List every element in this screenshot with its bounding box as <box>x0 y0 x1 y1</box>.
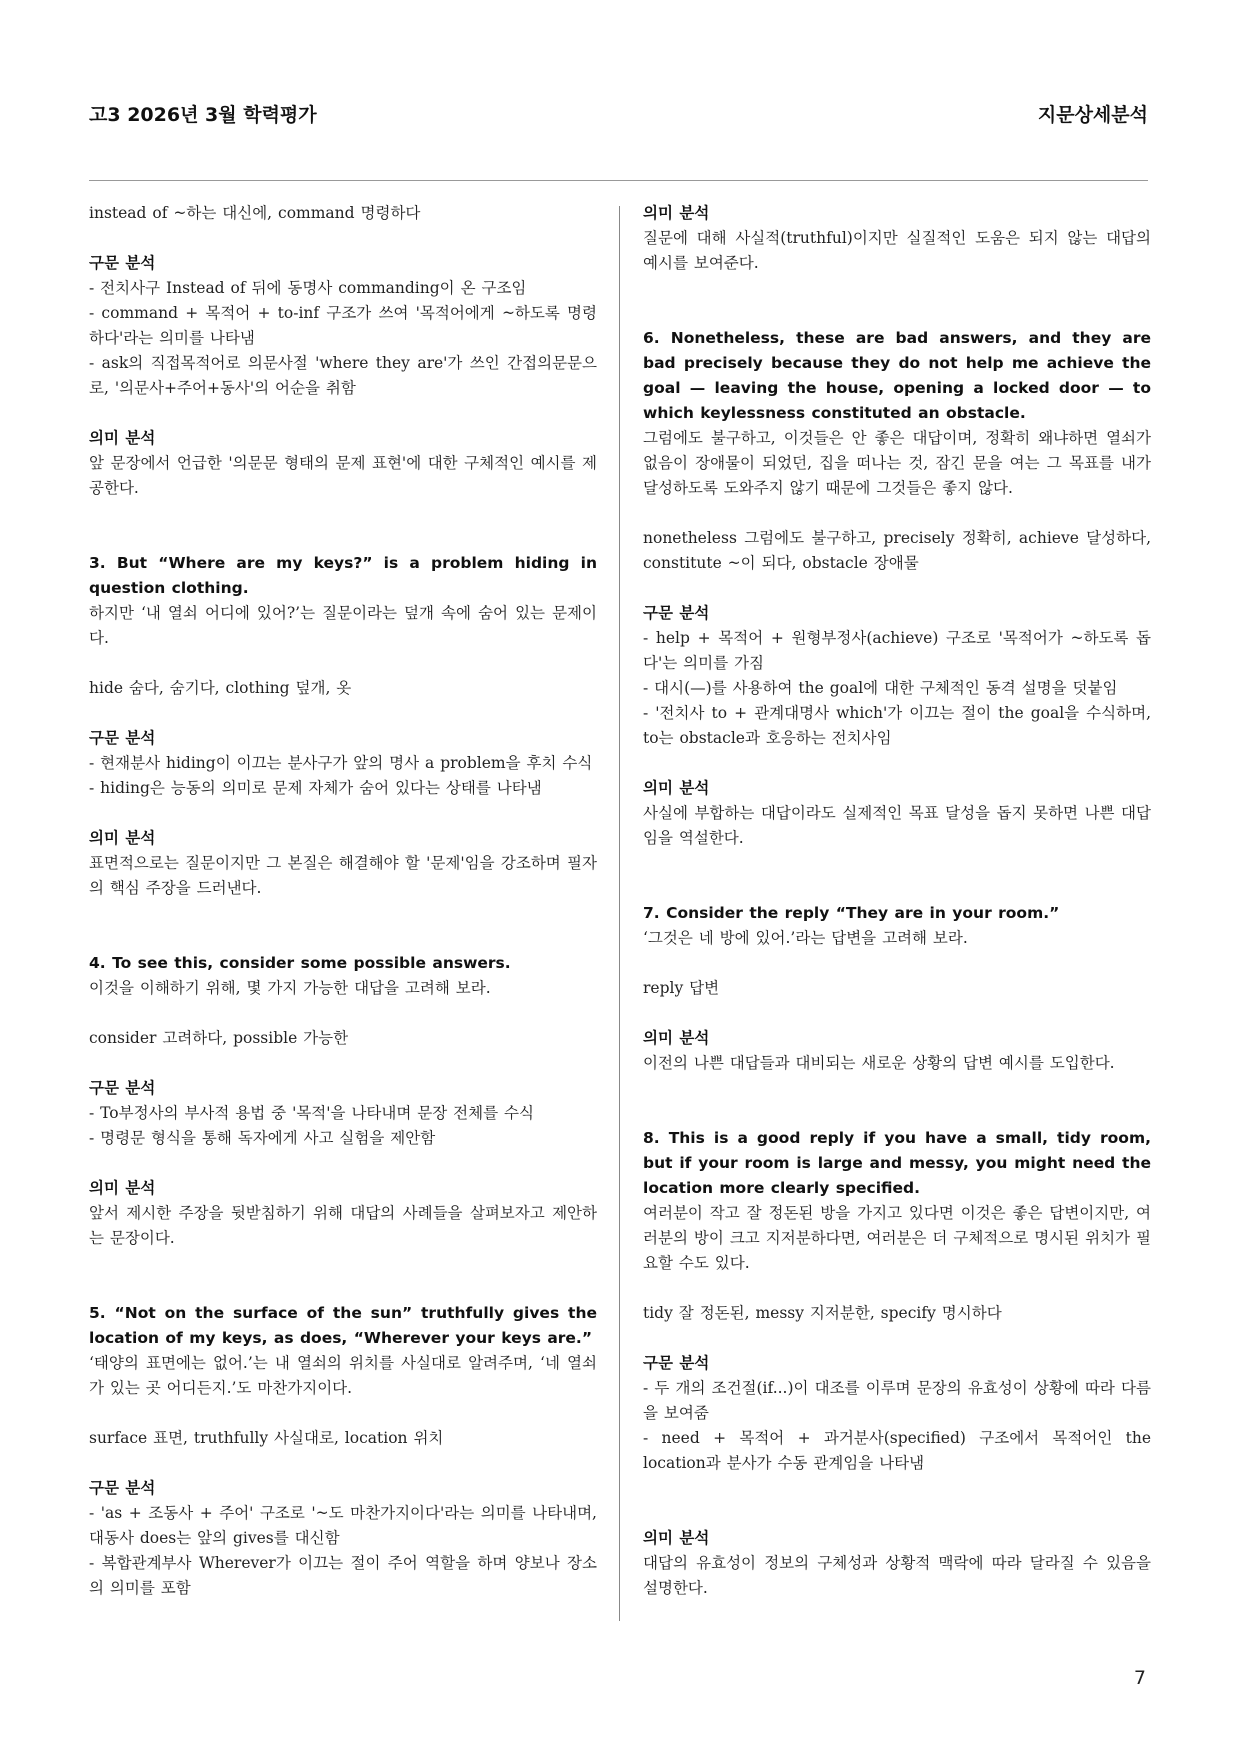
english-sentence: 6. Nonetheless, these are bad answers, and they are bad precisely because they do not help me achieve the goal — leaving the house, opening a locked door — to which keylessness constituted an obstacle. <box>643 329 1151 422</box>
syntax-heading: 구문 분석 <box>89 1079 156 1097</box>
syntax-item: - 현재분사 hiding이 이끄는 분사구가 앞의 명사 a problem을 후치 수식 <box>89 754 593 772</box>
vocabulary-block <box>643 1301 1151 1326</box>
sentence-block <box>643 326 1151 501</box>
meaning-heading: 의미 분석 <box>89 1179 156 1197</box>
syntax-analysis <box>89 1076 597 1151</box>
meaning-analysis <box>643 1026 1151 1076</box>
korean-translation: 여러분이 작고 잘 정돈된 방을 가지고 있다면 이것은 좋은 답변이지만, 여러분의 방이 크고 지저분하다면, 여러분은 더 구체적으로 명시된 위치가 필요할 수도 있다. <box>643 1204 1151 1272</box>
syntax-analysis <box>89 1476 597 1601</box>
right-column <box>643 201 1151 1601</box>
syntax-item: - 전치사구 Instead of 뒤에 동명사 commanding이 온 구조임 <box>89 279 527 297</box>
meaning-analysis <box>643 776 1151 851</box>
syntax-item: - To부정사의 부사적 용법 중 '목적'을 나타내며 문장 전체를 수식 <box>89 1104 534 1122</box>
vocabulary-line: consider 고려하다, possible 가능한 <box>89 1029 349 1047</box>
section-label: 지문상세분석 <box>1037 104 1148 126</box>
vocabulary-block <box>89 1426 597 1451</box>
korean-translation: 이것을 이해하기 위해, 몇 가지 가능한 대답을 고려해 보라. <box>89 979 491 997</box>
vocabulary-line: reply 답변 <box>643 979 720 997</box>
meaning-analysis <box>643 201 1151 276</box>
syntax-item: - help + 목적어 + 원형부정사(achieve) 구조로 '목적어가 ~하도록 돕다'는 의미를 가짐 <box>643 629 1151 672</box>
korean-translation: ‘그것은 네 방에 있어.’라는 답변을 고려해 보라. <box>643 929 968 947</box>
analysis-section <box>89 951 597 1251</box>
meaning-heading: 의미 분석 <box>89 829 156 847</box>
syntax-heading: 구문 분석 <box>643 604 710 622</box>
meaning-text: 대답의 유효성이 정보의 구체성과 상황적 맥락에 따라 달라질 수 있음을 설명한다. <box>643 1554 1151 1597</box>
english-sentence: 4. To see this, consider some possible answers. <box>89 954 511 972</box>
syntax-item: - '전치사 to + 관계대명사 which'가 이끄는 절이 the goal을 수식하며, to는 obstacle과 호응하는 전치사임 <box>643 704 1151 747</box>
meaning-text: 앞 문장에서 언급한 '의문문 형태의 문제 표현'에 대한 구체적인 예시를 제공한다. <box>89 454 597 497</box>
meaning-text: 사실에 부합하는 대답이라도 실제적인 목표 달성을 돕지 못하면 나쁜 대답임을 역설한다. <box>643 804 1151 847</box>
meaning-analysis <box>89 1176 597 1251</box>
syntax-item: - hiding은 능동의 의미로 문제 자체가 숨어 있다는 상태를 나타냄 <box>89 779 542 797</box>
syntax-analysis <box>89 251 597 401</box>
sentence-block <box>643 901 1151 951</box>
syntax-analysis <box>89 726 597 801</box>
document-title: 고3 2026년 3월 학력평가 <box>89 104 317 126</box>
analysis-section <box>643 201 1151 276</box>
meaning-text: 앞서 제시한 주장을 뒷받침하기 위해 대답의 사례들을 살펴보자고 제안하는 문장이다. <box>89 1204 597 1247</box>
syntax-item: - 명령문 형식을 통해 독자에게 사고 실험을 제안함 <box>89 1129 436 1147</box>
sentence-block <box>89 951 597 1001</box>
vocabulary-line: tidy 잘 정돈된, messy 지저분한, specify 명시하다 <box>643 1304 1002 1322</box>
vocabulary-block <box>643 526 1151 576</box>
syntax-analysis <box>643 601 1151 751</box>
syntax-item: - need + 목적어 + 과거분사(specified) 구조에서 목적어인 the location과 분사가 수동 관계임을 나타냄 <box>643 1429 1151 1472</box>
meaning-heading: 의미 분석 <box>643 1529 710 1547</box>
syntax-analysis <box>643 1351 1151 1476</box>
analysis-section <box>643 901 1151 1076</box>
syntax-item: - 두 개의 조건절(if...)이 대조를 이루며 문장의 유효성이 상황에 따라 다름을 보여줌 <box>643 1379 1151 1422</box>
syntax-item: - 'as + 조동사 + 주어' 구조로 '~도 마찬가지이다'라는 의미를 나타내며, 대동사 does는 앞의 gives를 대신함 <box>89 1504 597 1547</box>
korean-translation: 하지만 ‘내 열쇠 어디에 있어?’는 질문이라는 덮개 속에 숨어 있는 문제이다. <box>89 604 597 647</box>
meaning-heading: 의미 분석 <box>89 429 156 447</box>
syntax-heading: 구문 분석 <box>643 1354 710 1372</box>
syntax-item: - 대시(—)를 사용하여 the goal에 대한 구체적인 동격 설명을 덧붙임 <box>643 679 1118 697</box>
page-number: 7 <box>1133 1667 1146 1689</box>
header-divider <box>89 180 1148 181</box>
vocabulary-line: instead of ~하는 대신에, command 명령하다 <box>89 204 421 222</box>
vocabulary-block <box>89 676 597 701</box>
syntax-heading: 구문 분석 <box>89 254 156 272</box>
left-column <box>89 201 597 1601</box>
sentence-block <box>643 1126 1151 1276</box>
korean-translation: ‘태양의 표면에는 없어.’는 내 열쇠의 위치를 사실대로 알려주며, ‘네 열쇠가 있는 곳 어디든지.’도 마찬가지이다. <box>89 1354 597 1397</box>
english-sentence: 7. Consider the reply “They are in your room.” <box>643 904 1060 922</box>
syntax-heading: 구문 분석 <box>89 1479 156 1497</box>
analysis-section <box>643 1126 1151 1601</box>
vocabulary-line: hide 숨다, 숨기다, clothing 덮개, 옷 <box>89 679 352 697</box>
column-divider <box>619 206 620 1621</box>
meaning-analysis <box>89 826 597 901</box>
meaning-text: 표면적으로는 질문이지만 그 본질은 해결해야 할 '문제'임을 강조하며 필자의 핵심 주장을 드러낸다. <box>89 854 597 897</box>
meaning-heading: 의미 분석 <box>643 779 710 797</box>
syntax-item: - ask의 직접목적어로 의문사절 'where they are'가 쓰인 간접의문문으로, '의문사+주어+동사'의 어순을 취함 <box>89 354 597 397</box>
analysis-section <box>89 551 597 901</box>
english-sentence: 3. But “Where are my keys?” is a problem hiding in question clothing. <box>89 554 597 597</box>
analysis-section <box>89 201 597 501</box>
sentence-block <box>89 551 597 651</box>
meaning-text: 질문에 대해 사실적(truthful)이지만 실질적인 도움은 되지 않는 대답의 예시를 보여준다. <box>643 229 1151 272</box>
vocabulary-block <box>89 201 597 226</box>
analysis-section <box>643 326 1151 851</box>
korean-translation: 그럼에도 불구하고, 이것들은 안 좋은 대답이며, 정확히 왜냐하면 열쇠가 없음이 장애물이 되었던, 집을 떠나는 것, 잠긴 문을 여는 그 목표를 내가 달성하도록 도와주지 않기 때문에 그것들은 좋지 않다. <box>643 429 1151 497</box>
meaning-text: 이전의 나쁜 대답들과 대비되는 새로운 상황의 답변 예시를 도입한다. <box>643 1054 1115 1072</box>
vocabulary-block <box>643 976 1151 1001</box>
syntax-item: - 복합관계부사 Wherever가 이끄는 절이 주어 역할을 하며 양보나 장소의 의미를 포함 <box>89 1554 597 1597</box>
meaning-analysis <box>89 426 597 501</box>
english-sentence: 8. This is a good reply if you have a small, tidy room, but if your room is large and messy, you might need the location more clearly specified. <box>643 1129 1151 1197</box>
vocabulary-line: surface 표면, truthfully 사실대로, location 위치 <box>89 1429 444 1447</box>
meaning-heading: 의미 분석 <box>643 1029 710 1047</box>
vocabulary-block <box>89 1026 597 1051</box>
meaning-analysis <box>643 1526 1151 1601</box>
sentence-block <box>89 1301 597 1401</box>
vocabulary-line: nonetheless 그럼에도 불구하고, precisely 정확히, achieve 달성하다, constitute ~이 되다, obstacle 장애물 <box>643 529 1151 572</box>
meaning-heading: 의미 분석 <box>643 204 710 222</box>
syntax-item: - command + 목적어 + to-inf 구조가 쓰여 '목적어에게 ~하도록 명령하다'라는 의미를 나타냄 <box>89 304 597 347</box>
english-sentence: 5. “Not on the surface of the sun” truthfully gives the location of my keys, as does, “Wherever your keys are.” <box>89 1304 597 1347</box>
syntax-heading: 구문 분석 <box>89 729 156 747</box>
analysis-section <box>89 1301 597 1601</box>
